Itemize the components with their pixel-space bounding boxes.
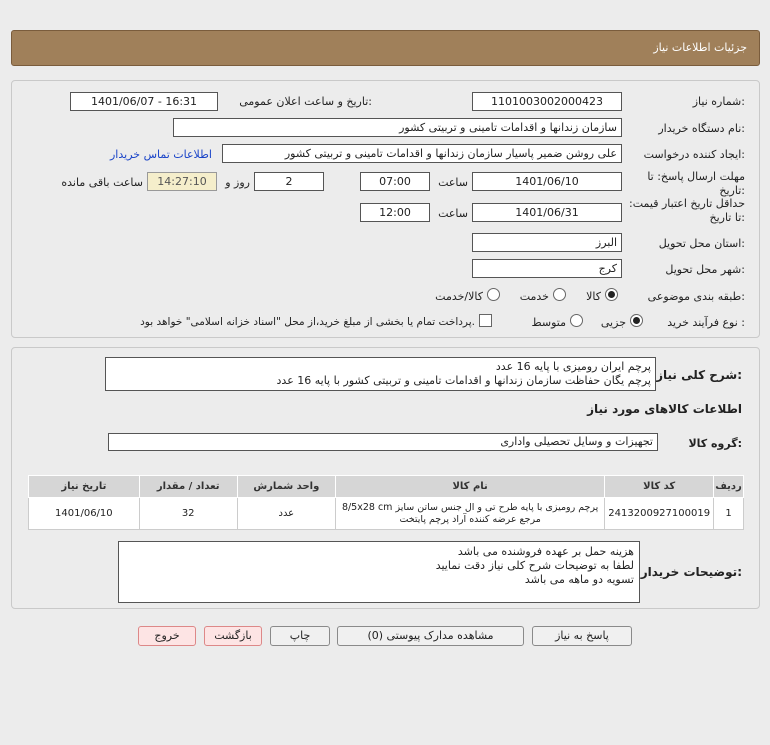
- col-name: نام کالا: [335, 476, 604, 498]
- cell-row: 1: [714, 498, 744, 530]
- buyer-contact-link[interactable]: اطلاعات تماس خریدار: [110, 148, 212, 161]
- print-button[interactable]: چاپ: [270, 626, 330, 646]
- deadline-time-label: ساعت: [438, 176, 468, 189]
- province-field: البرز: [472, 233, 622, 252]
- summary-label: شرح کلی نیاز:: [656, 368, 742, 382]
- cell-code: 2413200927100019: [605, 498, 714, 530]
- buyer-org-label: نام دستگاه خریدار:: [658, 122, 745, 135]
- creator-field: علی روشن ضمیر پاسیار سازمان زندانها و اقدامات تامینی و تربیتی کشور: [222, 144, 622, 163]
- process-option-minor: جزیی: [600, 316, 626, 329]
- summary-line-2: پرچم یگان حفاظت سازمان زندانها و اقدامات تامینی و تربیتی کشور با پایه 16 عدد: [276, 374, 651, 387]
- creator-label: ایجاد کننده درخواست:: [643, 148, 745, 161]
- reply-button[interactable]: پاسخ به نیاز: [532, 626, 632, 646]
- category-radio-goods-service[interactable]: [487, 288, 500, 301]
- days-field: 2: [254, 172, 324, 191]
- deadline-label: [625, 170, 745, 198]
- notes-box: [118, 541, 640, 603]
- validity-time-label: ساعت: [438, 207, 468, 220]
- process-radio-medium[interactable]: [570, 314, 583, 327]
- process-option-medium: متوسط: [531, 316, 566, 329]
- exit-button[interactable]: خروج: [138, 626, 196, 646]
- cell-date: 1401/06/10: [29, 498, 140, 530]
- buyer-org-field: سازمان زندانها و اقدامات تامینی و تربیتی کشور: [173, 118, 622, 137]
- notes-line-1: هزینه حمل بر عهده فروشنده می باشد: [457, 545, 634, 558]
- category-label: طبقه بندی موضوعی:: [647, 290, 745, 303]
- col-qty: تعداد / مقدار: [139, 476, 237, 498]
- page-title-bar: [11, 30, 760, 66]
- notes-line-3: تسویه دو ماهه می باشد: [524, 573, 634, 586]
- back-button[interactable]: بازگشت: [204, 626, 262, 646]
- days-label: روز و: [225, 176, 250, 189]
- notes-label: توضیحات خریدار:: [640, 565, 742, 579]
- remaining-time-field: 14:27:10: [147, 172, 217, 191]
- treasury-payment-checkbox[interactable]: [479, 314, 492, 327]
- process-radio-minor[interactable]: [630, 314, 643, 327]
- goods-section-title: اطلاعات کالاهای مورد نیاز: [587, 402, 742, 416]
- city-field: کرج: [472, 259, 622, 278]
- goods-table-header: [29, 476, 744, 498]
- treasury-payment-note: پرداخت تمام یا بخشی از مبلغ خرید،از محل "اسناد خزانه اسلامی" خواهد بود.: [140, 316, 475, 328]
- validity-time-field: 12:00: [360, 203, 430, 222]
- col-unit: واحد شمارش: [237, 476, 335, 498]
- cell-qty: 32: [139, 498, 237, 530]
- announce-label: تاریخ و ساعت اعلان عمومی:: [239, 95, 372, 108]
- table-row: [29, 498, 744, 530]
- summary-line-1: پرچم ایران رومیزی با پایه 16 عدد: [495, 360, 651, 373]
- province-label: استان محل تحویل:: [658, 237, 745, 250]
- goods-group-label: گروه کالا:: [688, 437, 742, 450]
- deadline-time-field: 07:00: [360, 172, 430, 191]
- deadline-label-text: مهلت ارسال پاسخ: تا تاریخ:: [647, 170, 745, 197]
- category-option-service: خدمت: [519, 290, 549, 303]
- remaining-label: ساعت باقی مانده: [61, 176, 143, 189]
- col-code: کد کالا: [605, 476, 714, 498]
- validity-label: [625, 197, 745, 225]
- notes-line-2: لطفا به توضیحات شرح کلی نیاز دقت نمایید: [435, 559, 634, 572]
- validity-label-text: حداقل تاریخ اعتبار قیمت: تا تاریخ:: [629, 197, 745, 224]
- attachments-button[interactable]: مشاهده مدارک پیوستی (0): [337, 626, 524, 646]
- col-row: ردیف: [714, 476, 744, 498]
- validity-date-field: 1401/06/31: [472, 203, 622, 222]
- summary-box: [105, 357, 656, 391]
- category-radio-goods[interactable]: [605, 288, 618, 301]
- col-date: تاریخ نیاز: [29, 476, 140, 498]
- city-label: شهر محل تحویل:: [665, 263, 745, 276]
- goods-group-field: تجهیزات و وسایل تحصیلی واداری: [108, 433, 658, 451]
- category-option-goods: کالا: [586, 290, 601, 303]
- process-label: نوع فرآیند خرید :: [667, 316, 745, 329]
- need-number-label: شماره نیاز:: [692, 95, 745, 108]
- category-radio-service[interactable]: [553, 288, 566, 301]
- deadline-date-field: 1401/06/10: [472, 172, 622, 191]
- category-option-goods-service: کالا/خدمت: [435, 290, 483, 303]
- need-number-field: 1101003002000423: [472, 92, 622, 111]
- page-title: جزئیات اطلاعات نیاز: [653, 41, 747, 54]
- cell-name: پرچم رومیزی با پایه طرح تی و ال جنس ساتن سایز 8/5x28 cm مرجع عرضه کننده آراد پرچم پایتخت: [335, 498, 604, 530]
- cell-unit: عدد: [237, 498, 335, 530]
- goods-table: [28, 475, 744, 530]
- announce-field: 1401/06/07 - 16:31: [70, 92, 218, 111]
